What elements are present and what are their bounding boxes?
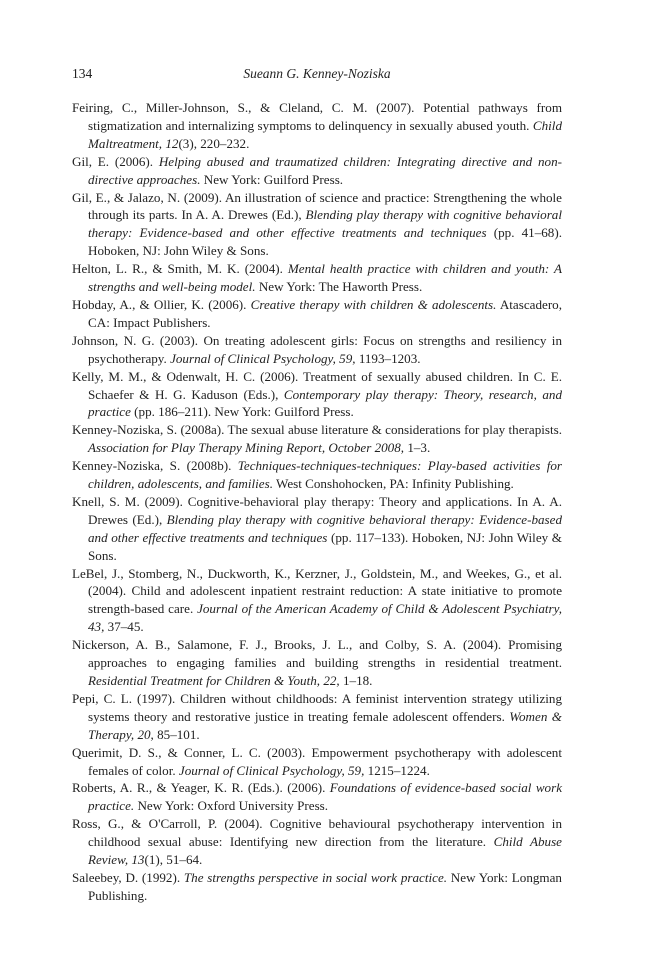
reference-entry: Saleebey, D. (1992). The strengths perspective in social work practice. New York: Longman Publishing. bbox=[72, 869, 562, 903]
running-head: Sueann G. Kenney-Noziska bbox=[243, 66, 391, 81]
reference-entry: LeBel, J., Stomberg, N., Duckworth, K., Kerzner, J., Goldstein, M., and Weekes, G., et al. (2004). Child and adolescent inpatient restraint reduction: A state initiative to promote strength-based care. Journal of the American Academy of Child & Adolescent Psychiatry, 43, 37–45. bbox=[72, 565, 563, 635]
reference-entry: Feiring, C., Miller-Johnson, S., & Cleland, C. M. (2007). Potential pathways from stigmatization and internalizing symptoms to delinquency in sexually abused youth. Child Maltreatment, 12(3), 220–232. bbox=[72, 100, 562, 151]
reference-entry: Gil, E., & Jalazo, N. (2009). An illustration of science and practice: Strengthening the whole through its parts. In A. A. Drewes (Ed.), Blending play therapy with cognitive behavioral therapy: Evidence-based and other effective treatments and techniques (pp. 41–68). Hoboken, NJ: John Wiley & Sons. bbox=[72, 189, 562, 259]
reference-entry: Nickerson, A. B., Salamone, F. J., Brooks, J. L., and Colby, S. A. (2004). Promising approaches to engaging families and building strengths in residential treatment. Residential Treatment for Children & Youth, 22, 1–18. bbox=[72, 637, 562, 688]
reference-entry: Kenney-Noziska, S. (2008a). The sexual abuse literature & considerations for play therapists. Association for Play Therapy Mining Report, October 2008, 1–3. bbox=[72, 422, 562, 456]
page-number: 134 bbox=[72, 66, 93, 81]
page-header bbox=[72, 66, 562, 88]
reference-entry: Gil, E. (2006). Helping abused and traumatized children: Integrating directive and non-directive approaches. New York: Guilford Press. bbox=[72, 153, 562, 187]
reference-entry: Kelly, M. M., & Odenwalt, H. C. (2006). Treatment of sexually abused children. In C. E. Schaefer & H. G. Kaduson (Eds.), Contemporary play therapy: Theory, research, and practice (pp. 186–211). New York: Guilford Press. bbox=[72, 368, 562, 420]
reference-entry: Knell, S. M. (2009). Cognitive-behavioral play therapy: Theory and applications. In A. A. Drewes (Ed.), Blending play therapy with cognitive behavioral therapy: Evidence-based and other effective treatments and techniques (pp. 117–133). Hoboken, NJ: John Wiley & Sons. bbox=[72, 493, 562, 563]
reference-entry: Ross, G., & O'Carroll, P. (2004). Cognitive behavioural psychotherapy intervention in childhood sexual abuse: Identifying new direction from the literature. Child Abuse Review, 13(1), 51–64. bbox=[72, 816, 562, 868]
reference-entry: Hobday, A., & Ollier, K. (2006). Creative therapy with children & adolescents. Atascadero, CA: Impact Publishers. bbox=[72, 296, 562, 330]
reference-entry: Kenney-Noziska, S. (2008b). Techniques-techniques-techniques: Play-based activities for children, adolescents, and families. West Conshohocken, PA: Infinity Publishing. bbox=[72, 458, 562, 492]
reference-entry: Helton, L. R., & Smith, M. K. (2004). Mental health practice with children and youth: A strengths and well-being model. New York: The Haworth Press. bbox=[72, 261, 562, 295]
reference-entry: Querimit, D. S., & Conner, L. C. (2003). Empowerment psychotherapy with adolescent females of color. Journal of Clinical Psychology, 59, 1215–1224. bbox=[72, 744, 562, 778]
reference-entry: Pepi, C. L. (1997). Children without childhoods: A feminist intervention strategy utilizing systems theory and restorative justice in treating female adolescent offenders. Women & Therapy, 20, 85–101. bbox=[72, 690, 562, 742]
reference-entry: Johnson, N. G. (2003). On treating adolescent girls: Focus on strengths and resiliency in psychotherapy. Journal of Clinical Psychology, 59, 1193–1203. bbox=[72, 332, 562, 366]
reference-entry: Roberts, A. R., & Yeager, K. R. (Eds.). (2006). Foundations of evidence-based social work practice. New York: Oxford University Press. bbox=[72, 780, 563, 814]
reference-list bbox=[72, 99, 562, 905]
